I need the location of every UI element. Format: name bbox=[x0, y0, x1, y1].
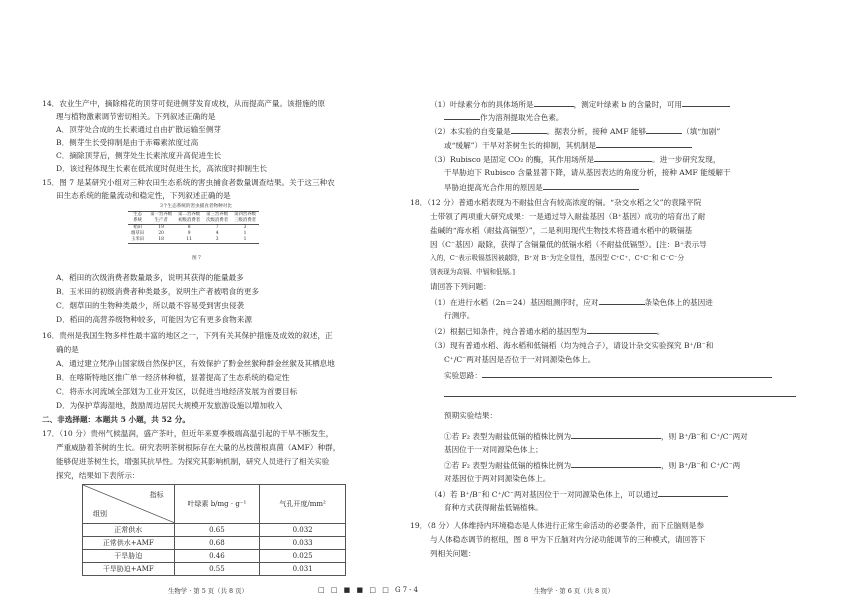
q15-header-cell: 生态 bbox=[128, 212, 147, 219]
text: 条染色体上的基因进 bbox=[644, 298, 713, 307]
table-cell: 1 bbox=[231, 237, 259, 244]
table-cell: 玉米田 bbox=[128, 237, 147, 244]
table-cell: 0.032 bbox=[260, 524, 346, 537]
q15-table-title: 3个生态系统的害虫捕食者物种对比 bbox=[160, 204, 232, 209]
text: ，则 B⁺/B⁻和 C⁺/C⁻两 bbox=[661, 461, 741, 470]
q14-stem-line2: 理与植物激素调节密切相关。下列叙述正确的是 bbox=[56, 112, 216, 121]
q15-header-cell: 第四营养级 bbox=[231, 212, 259, 219]
table-cell: 3 bbox=[203, 237, 231, 244]
q18-part4-line2: 育种方式获得耐盐低镉植株。 bbox=[444, 503, 543, 512]
table-cell: 3 bbox=[243, 225, 247, 230]
q18-result2-line2: 对基因位于两对同源染色体上。 bbox=[444, 474, 551, 483]
table-cell: 0.033 bbox=[260, 537, 346, 550]
q15-option-b: B．玉米田的初级消费者种类最多，说明生产者被啃食的更多 bbox=[56, 287, 260, 296]
text: 旱胁迫提高光合作用的原因是 bbox=[444, 183, 543, 192]
answer-blank bbox=[646, 125, 682, 134]
q18-prompt: 请回答下列问题： bbox=[430, 282, 491, 291]
q17-part3-line1 bbox=[430, 153, 720, 165]
center-marks: □ □ ■ ■ □ □ G7-4 bbox=[318, 586, 420, 594]
q18-result2-line1 bbox=[444, 459, 740, 471]
q17-part2-line1 bbox=[430, 125, 720, 137]
answer-blank bbox=[658, 488, 728, 497]
q14-stem-line1: 14．农业生产中，摘除棉花的顶芽可促进侧芽发育成枝，从而提高产量。该措施的原 bbox=[42, 99, 326, 108]
table-cell: 0.025 bbox=[260, 550, 346, 563]
q18-answer-line bbox=[444, 388, 796, 400]
q15-option-d: D．稻田的高营养级物种较多，可能因为它有更多食物来源 bbox=[56, 315, 252, 324]
q17-data-table bbox=[82, 484, 346, 576]
answer-blank bbox=[587, 325, 657, 334]
q18-stem-line2: 士带领了两项重大研究成果：一是通过导入耐盐基因（B⁺基因）成功的培育出了耐 bbox=[430, 212, 706, 221]
q17-part2-line2 bbox=[444, 139, 692, 151]
header-chlorophyll: 叶绿素 b/mg · g⁻¹ bbox=[174, 485, 260, 524]
answer-blank bbox=[511, 125, 547, 134]
q15-header-cell: 第二营养级 bbox=[175, 212, 203, 219]
q18-result1-line1 bbox=[444, 430, 748, 442]
table-cell: 干旱胁迫 bbox=[83, 550, 175, 563]
table-cell: 8 bbox=[187, 225, 191, 230]
table-cell: 0.031 bbox=[260, 563, 346, 576]
q15-header-cell: 初级消费者 bbox=[175, 218, 203, 225]
page-footer: 生物学 · 第 5 页（共 8 页） bbox=[168, 587, 248, 595]
q18-part1-line2: 行测序。 bbox=[444, 311, 475, 320]
q15-header-cell: 生产者 bbox=[147, 218, 175, 225]
q16-stem-line1: 16．贵州是我国生物多样性最丰富的地区之一，下列有关其保护措施及成效的叙述，正 bbox=[42, 331, 333, 340]
q15-option-a: A．稻田的次级消费者数量最多，说明其获得的能量最多 bbox=[56, 273, 244, 282]
q18-part1-line1 bbox=[430, 296, 713, 308]
q18-stem-line5: 入的，C⁻表示吸镉基因被敲除，B⁺对 B⁻为完全显性，基因型 C⁺C⁺、C⁺C⁻和 C⁻C⁻分 bbox=[430, 254, 685, 262]
section-heading: 二、非选择题：本题共 5 小题，共 52 分。 bbox=[42, 415, 190, 424]
header-index-label: 指标 bbox=[149, 491, 164, 499]
text: 作为溶剂提取光合色素。 bbox=[480, 113, 564, 122]
q16-stem-line2: 确的是 bbox=[56, 345, 79, 354]
text: （4）若 B⁺/B⁻和 C⁺/C⁻两对基因位于一对同源染色体上，可以通过 bbox=[430, 490, 659, 499]
text: ，测定叶绿素 b 的含量时，可用 bbox=[573, 100, 682, 109]
answer-blank bbox=[571, 459, 661, 468]
q15-header-cell: 第一营养级 bbox=[147, 212, 175, 219]
table-cell: 干旱胁迫+AMF bbox=[83, 563, 175, 576]
text: ，则 B⁺/B⁻和 C⁺/C⁻两对 bbox=[661, 432, 748, 441]
exam-code: G7-4 bbox=[395, 586, 420, 594]
text: 。 bbox=[656, 327, 665, 336]
q15-header-cell: 系统 bbox=[128, 218, 147, 225]
q17-part3-line3 bbox=[444, 181, 639, 193]
q17-stem-line2: 严重威胁着茶树的生长。研究表明茶树根际存在大量的丛枝菌根真菌（AMF）种群， bbox=[56, 443, 341, 452]
text: （2）本实验的自变量是 bbox=[430, 127, 511, 136]
answer-blank bbox=[444, 111, 480, 120]
q18-part3-line1: （3）现有普通水稻、海水稻和低镉稻（均为纯合子），请设计杂交实验探究 B⁺/B⁻和 bbox=[430, 341, 714, 350]
table-row bbox=[83, 524, 346, 537]
text: （3）Rubisco 是固定 CO₂ 的酶，其作用场所是 bbox=[430, 155, 595, 164]
page-footer: 生物学 · 第 6 页（共 8 页） bbox=[534, 587, 614, 595]
q18-stem-line1: 18．（12 分）普通水稻表现为不耐盐但含有较高浓度的镉。“杂交水稻之父”的袁隆平院 bbox=[410, 198, 702, 207]
q17-stem-line3: 能够促进茶树生长，增强其抗旱性。为探究其影响机制，研究人员进行了相关实验 bbox=[56, 457, 330, 466]
figure-7-label: 图 7 bbox=[192, 256, 201, 261]
q15-option-c: C．烟草田的生物种类最少，所以最不容易受到害虫侵袭 bbox=[56, 301, 245, 310]
header-group-label: 组别 bbox=[93, 510, 107, 518]
q19-stem-line3: 列相关问题： bbox=[430, 549, 476, 558]
answer-blank bbox=[543, 181, 639, 190]
q17-stem-line4: 探究，结果如下表所示： bbox=[56, 471, 140, 480]
text: （1）在进行水稻（2n＝24）基因组测序时，应对 bbox=[430, 298, 599, 307]
table-corner-cell bbox=[83, 485, 175, 524]
text: 。据表分析，接种 AMF 能够 bbox=[546, 127, 647, 136]
table-row bbox=[83, 537, 346, 550]
text: （1）叶绿素分布的具体场所是 bbox=[430, 100, 534, 109]
q16-option-c: C．将赤水河流域全部划为工业开发区，以促进当地经济发展为首要目标 bbox=[56, 387, 298, 396]
table-cell: 0.68 bbox=[174, 537, 260, 550]
answer-blank bbox=[596, 139, 692, 148]
q15-header-cell: 三级消费者 bbox=[231, 218, 259, 225]
table-cell: 19 bbox=[158, 225, 164, 230]
q16-option-d: D．为保护草海湿地，鼓励周边居民大规模开发旅游设施以增加收入 bbox=[56, 401, 283, 410]
q18-part3-line3 bbox=[444, 369, 772, 381]
text: ②若 F₂ 表型为耐盐低镉的植株比例为 bbox=[444, 461, 572, 470]
text: （填“加剧” bbox=[682, 127, 721, 136]
q19-stem-line2: 与人体稳态调节的枢纽，图 8 甲为下丘脑对内分泌功能调节的三种模式，请回答下 bbox=[430, 535, 706, 544]
q15-stem-line1: 15．图 7 是某研究小组对三种农田生态系统的害虫捕食者数量调查结果。关于这三种农 bbox=[42, 178, 335, 187]
answer-blank bbox=[682, 98, 730, 107]
table-cell: 4 bbox=[215, 231, 219, 236]
header-stomata: 气孔开度/mm² bbox=[260, 485, 346, 524]
text: ①若 F₂ 表型为耐盐低镉的植株比例为 bbox=[444, 432, 572, 441]
q17-part1-line1 bbox=[430, 98, 730, 110]
table-cell: 0.46 bbox=[174, 550, 260, 563]
q14-option-b: B．侧芽生长受抑制是由于赤霉素浓度过高 bbox=[56, 138, 199, 147]
q17-stem-line1: 17．（10 分）贵州气候温润，盛产茶叶，但近年来夏季极端高温引起的干旱不断发生， bbox=[42, 429, 334, 438]
answer-blank bbox=[599, 296, 645, 305]
q14-option-a: A．顶芽处合成的生长素通过自由扩散运输至侧芽 bbox=[56, 125, 221, 134]
q17-part3-line2: 干旱胁迫下 Rubisco 含量显著下降，请从基因表达的角度分析，接种 AMF 能缓解干 bbox=[444, 168, 731, 177]
table-cell: 烟草田 bbox=[131, 231, 145, 236]
q19-stem-line1: 19．（8 分）人体维持内环境稳态是人体进行正常生命活动的必要条件，而下丘脑则是参 bbox=[410, 521, 705, 530]
text: 。进一步研究发现， bbox=[652, 155, 721, 164]
q14-option-c: C．摘除顶芽后，侧芽处生长素浓度升高促进生长 bbox=[56, 151, 222, 160]
table-cell: 1 bbox=[243, 231, 247, 236]
text: 实验思路： bbox=[444, 371, 482, 380]
q18-part4-line1 bbox=[430, 488, 728, 500]
q15-header-cell: 次级消费者 bbox=[203, 218, 231, 225]
table-cell: 18 bbox=[147, 237, 175, 244]
q18-result1-line2: 基因位于一对同源染色体上； bbox=[444, 445, 543, 454]
table-row bbox=[83, 563, 346, 576]
answer-blank bbox=[594, 153, 652, 162]
q16-option-b: B．在喀斯特地区推广单一经济林种植，显著提高了生态系统的稳定性 bbox=[56, 373, 290, 382]
q18-part3-line2: C⁺/C⁻两对基因是否位于一对同源染色体上。 bbox=[444, 355, 596, 364]
table-cell: 正常供水 bbox=[83, 524, 175, 537]
q18-stem-line3: 盐碱的“海水稻（耐盐高镉型）”，二是利用现代生物技术将普通水稻中的吸镉基 bbox=[430, 226, 693, 235]
table-row bbox=[128, 237, 259, 244]
answer-blank bbox=[444, 388, 796, 397]
text: （2）根据已知条件，纯合普通水稻的基因型为 bbox=[430, 327, 587, 336]
table-cell: 0.55 bbox=[174, 563, 260, 576]
table-cell: 稻田 bbox=[133, 225, 142, 230]
q15-data-table bbox=[128, 211, 259, 244]
answer-blank bbox=[534, 98, 574, 107]
right-page bbox=[410, 0, 860, 608]
answer-blank bbox=[571, 430, 661, 439]
q15-stem-line2: 田生态系统的能量流动和稳定性，下列叙述正确的是 bbox=[56, 191, 231, 200]
table-cell: 9 bbox=[187, 231, 191, 236]
q18-stem-line4: 因（C⁻基因）敲除，获得了含镉量低的低镉水稻（不耐盐低镉型）。[注：B⁺表示导 bbox=[430, 240, 707, 249]
table-cell: 11 bbox=[175, 237, 203, 244]
q18-part2 bbox=[430, 325, 664, 337]
q17-part1-line2 bbox=[444, 111, 564, 123]
q15-header-cell: 第三营养级 bbox=[203, 212, 231, 219]
table-row bbox=[83, 550, 346, 563]
q18-prediction-label: 预期实验结果： bbox=[444, 411, 498, 420]
table-cell: 7 bbox=[215, 225, 219, 230]
table-cell: 正常供水+AMF bbox=[83, 537, 175, 550]
q16-option-a: A．通过建立梵净山国家级自然保护区，有效保护了黔金丝猴种群金丝猴及其栖息地 bbox=[56, 359, 335, 368]
table-cell: 0.65 bbox=[174, 524, 260, 537]
table-cell: 20 bbox=[158, 231, 164, 236]
q14-option-d: D．该过程体现生长素在低浓度时促进生长，高浓度时抑制生长 bbox=[56, 164, 268, 173]
answer-blank bbox=[482, 369, 772, 378]
text: 或“缓解”）干旱对茶树生长的抑制，其机制是 bbox=[444, 141, 597, 150]
q18-stem-line6: 别表现为高镉、中镉和低镉。] bbox=[430, 268, 515, 276]
